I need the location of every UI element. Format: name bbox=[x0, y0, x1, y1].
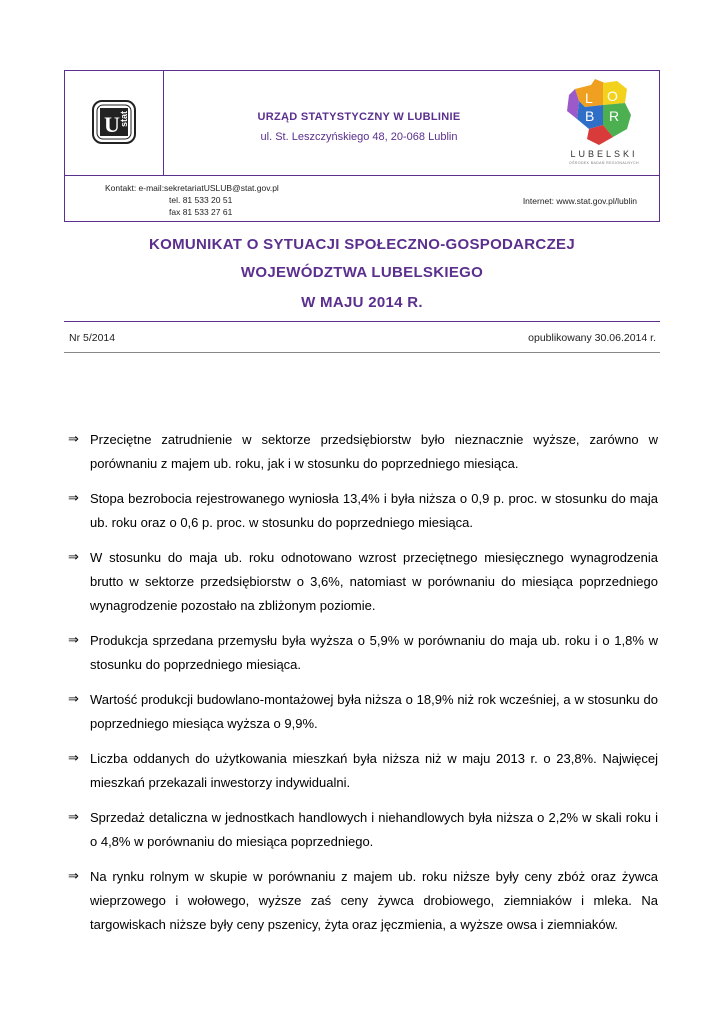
ustat-logo-stat: stat bbox=[119, 110, 129, 127]
arrow-right-icon: ⇒ bbox=[68, 491, 79, 506]
lbr-region-logo bbox=[555, 75, 647, 149]
arrow-right-icon: ⇒ bbox=[68, 751, 79, 766]
bullet-text: Stopa bezrobocia rejestrowanego wyniosła 13,4% i była niższa o 0,9 p. proc. w stosunku do maja ub. roku oraz o 0,6 p. proc. w stosunku do poprzedniego miesiąca. bbox=[90, 491, 658, 530]
bullet-text: Przeciętne zatrudnienie w sektorze przedsiębiorstw było nieznacznie wyższe, zarówno w porównaniu z majem ub. roku, jak i w stosunku do poprzedniego miesiąca. bbox=[90, 432, 658, 471]
arrow-right-icon: ⇒ bbox=[68, 633, 79, 648]
ustat-logo bbox=[91, 99, 137, 145]
bullet-text: W stosunku do maja ub. roku odnotowano wzrost przeciętnego miesięcznego wynagrodzenia brutto w sektorze przedsiębiorstw o 3,6%, natomiast w porównaniu do miesiąca poprzedniego wynagrodzenie pozostało na zbliżonym poziomie. bbox=[90, 550, 658, 613]
bullet-list bbox=[68, 428, 658, 948]
office-address: ul. St. Leszczyńskiego 48, 20-068 Lublin bbox=[260, 131, 458, 143]
title-line-2: WOJEWÓDZTWA LUBELSKIEGO bbox=[240, 264, 484, 281]
internet-address: Internet: www.stat.gov.pl/lublin bbox=[522, 196, 637, 206]
bullet-text: Produkcja sprzedana przemysłu była wyższa o 5,9% w porównaniu do maja ub. roku i o 1,8% w stosunku do poprzedniego miesiąca. bbox=[90, 633, 658, 672]
logo-letter-b: B bbox=[585, 108, 595, 124]
ustat-logo-u: U bbox=[104, 112, 120, 137]
title-line-3: W MAJU 2014 R. bbox=[301, 294, 423, 311]
lubelski-logo-text: LUBELSKI bbox=[570, 149, 638, 159]
publication-date: opublikowany 30.06.2014 r. bbox=[528, 332, 656, 344]
title-line-1: KOMUNIKAT O SYTUACJI SPOŁECZNO-GOSPODARCZEJ bbox=[149, 236, 575, 253]
arrow-right-icon: ⇒ bbox=[68, 432, 79, 447]
logo-letter-l: L bbox=[585, 90, 593, 106]
bullet-item bbox=[68, 688, 658, 736]
bullet-item bbox=[68, 487, 658, 535]
bullet-text: Na rynku rolnym w skupie w porównaniu z majem ub. roku niższe były ceny zbóż oraz żywca wieprzowego i wołowego, wyższe zaś ceny żywca drobiowego, ziemniaków i mleka. Na targowiskach niższe były ceny pszenicy, żyta oraz jęczmienia, a wyższe owsa i ziemniaków. bbox=[90, 869, 658, 932]
arrow-right-icon: ⇒ bbox=[68, 810, 79, 825]
lubelski-logo-subtext: OŚRODEK BADAŃ REGIONALNYCH bbox=[569, 161, 639, 165]
title-rule bbox=[64, 321, 660, 322]
bullet-text: Wartość produkcji budowlano-montażowej była niższa o 18,9% niż rok wcześniej, a w stosunku do poprzedniego miesiąca wyższa o 9,9%. bbox=[90, 692, 658, 731]
bullet-item bbox=[68, 546, 658, 618]
logo-letter-r: R bbox=[609, 108, 620, 124]
contact-phone: tel. 81 533 20 51 bbox=[169, 195, 233, 205]
bullet-item bbox=[68, 747, 658, 795]
header-box bbox=[64, 70, 660, 222]
arrow-right-icon: ⇒ bbox=[68, 692, 79, 707]
bullet-item bbox=[68, 629, 658, 677]
arrow-right-icon: ⇒ bbox=[68, 869, 79, 884]
contact-fax: fax 81 533 27 61 bbox=[169, 207, 233, 217]
bullet-text: Sprzedaż detaliczna w jednostkach handlowych i niehandlowych była niższa o 2,2% w skali roku i o 4,8% w porównaniu do miesiąca poprzedniego. bbox=[90, 810, 658, 849]
arrow-right-icon: ⇒ bbox=[68, 550, 79, 565]
logo-cell bbox=[65, 71, 164, 175]
bullet-item bbox=[68, 865, 658, 937]
report-number: Nr 5/2014 bbox=[69, 332, 116, 344]
contact-email: Kontakt: e-mail:sekretariatUSLUB@stat.gov.pl bbox=[105, 183, 279, 193]
logo-letter-o: O bbox=[607, 88, 618, 104]
bullet-item bbox=[68, 428, 658, 476]
office-name: URZĄD STATYSTYCZNY W LUBLINIE bbox=[257, 111, 461, 123]
header-divider bbox=[65, 175, 659, 176]
meta-rule bbox=[64, 352, 660, 353]
bullet-item bbox=[68, 806, 658, 854]
bullet-text: Liczba oddanych do użytkowania mieszkań była niższa niż w maju 2013 r. o 23,8%. Najwięcej mieszkań przekazali inwestorzy indywidualni. bbox=[90, 751, 658, 790]
